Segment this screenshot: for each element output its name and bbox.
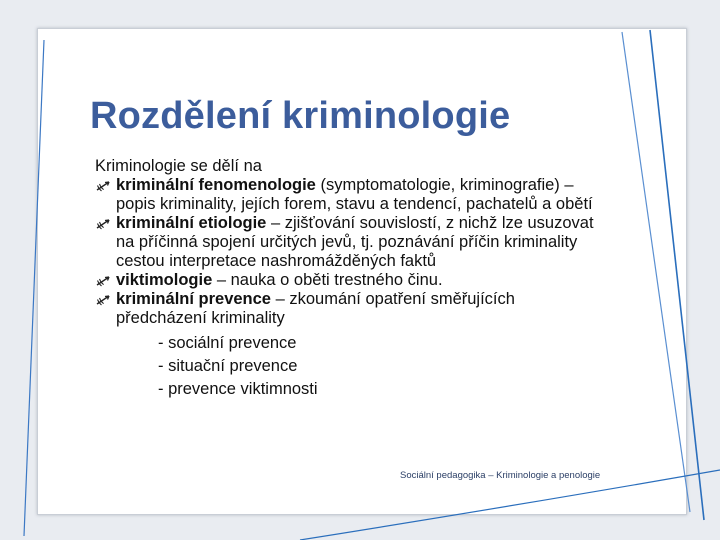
feather-arrow-icon [96,293,111,306]
bullet-text: (symptomatologie, kriminografie) – popis kriminality, jejích forem, stavu a tendencí, pachatelů a obětí [116,176,593,213]
slide-title: Rozdělení kriminologie [90,95,511,137]
slide-footer: Sociální pedagogika – Kriminologie a penologie [400,470,601,481]
list-item [95,214,605,271]
accent-line-right [650,30,704,520]
feather-arrow-icon [96,179,111,192]
sub-item: - situační prevence [158,357,298,375]
bullet-text: – zkoumání opatření směřujících předcházení kriminality [116,290,515,327]
bullet-list [95,176,605,328]
bullet-term: kriminální etiologie [116,214,267,232]
list-item [95,271,605,290]
bullet-text: – zjišťování souvislostí, z nichž lze usuzovat na příčinná spojení určitých jevů, tj. poznávání příčin kriminality cestou interpretace nashromážděných faktů [116,214,594,270]
accent-line-left [24,40,44,536]
sub-list [158,332,605,401]
bullet-term: kriminální fenomenologie [116,176,316,194]
feather-arrow-icon [96,217,111,230]
bullet-term: kriminální prevence [116,290,271,308]
list-item [95,290,605,328]
accent-line-top [622,32,690,512]
sub-item: - prevence viktimnosti [158,380,318,398]
slide-body [95,157,605,401]
intro-text: Kriminologie se dělí na [95,157,262,175]
bullet-term: viktimologie [116,271,213,289]
sub-item: - sociální prevence [158,334,297,352]
feather-arrow-icon [96,274,111,287]
bullet-text: – nauka o oběti trestného činu. [212,271,443,289]
list-item [95,176,605,214]
